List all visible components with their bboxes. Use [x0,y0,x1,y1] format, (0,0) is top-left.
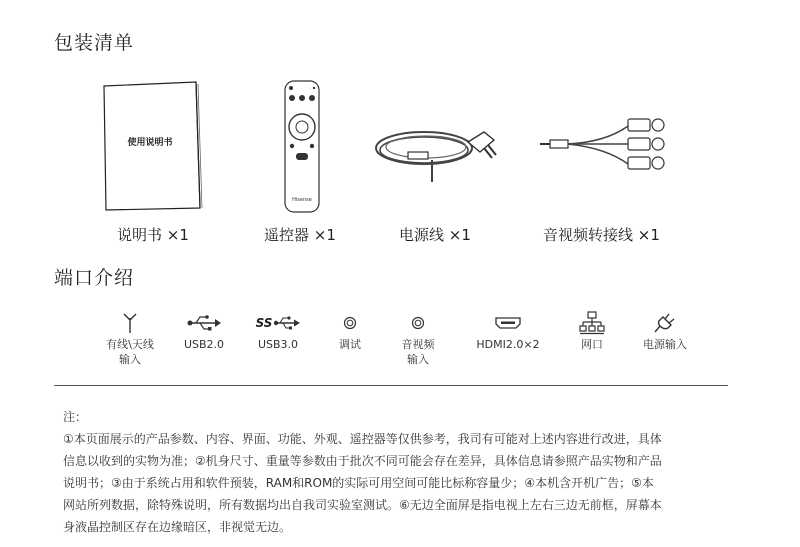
remote-label: 遥控器 ×1 [264,226,336,244]
port-antenna-label-line2: 输入 [119,353,141,366]
port-av-input [373,310,463,366]
av-cable-label: 音视频转接线 ×1 [543,226,660,244]
notes-line-2: 信息以收到的实物为准；②机身尺寸、重量等参数由于批次不同可能会存在差异，具体信息请参照产品实物和产品 [63,454,662,468]
notes-line-4: 网站所列数据，除特殊说明，所有数据均出自我司实验室测试。⑥无边全面屏是指电视上左右三边无前框，屏幕本 [63,498,662,512]
manual-label: 说明书 ×1 [117,226,189,244]
section-divider [54,385,728,386]
remote-image [282,80,322,214]
remote-illustration [282,80,322,214]
port-power [620,310,710,351]
notes-heading: 注： [63,410,88,424]
manual-image [100,80,204,214]
port-usb2-label: USB2.0 [183,338,225,351]
notes-block [63,406,723,538]
usb-ss-text: SS [255,316,273,330]
port-hdmi [463,310,553,351]
port-usb3-label: USB3.0 [257,338,299,351]
ports-title: 端口介绍 [54,267,135,289]
port-av-input-label-line2: 输入 [407,353,429,366]
port-network-label: 网口 [581,338,603,351]
port-hdmi-label: HDMI2.0×2 [476,338,540,351]
hdmi-icon [463,310,553,336]
notes-line-1: ①本页面展示的产品参数、内容、界面、功能、外观、遥控器等仅供参考，我司有可能对上述内容进行改进，具体 [63,432,662,446]
power-cable-label: 电源线 ×1 [399,226,471,244]
av-input-icon [373,310,463,336]
manual-cover-text: 使用说明书 [127,138,173,148]
power-cable-image [372,118,506,190]
notes-line-3: 说明书；③由于系统占用和软件预装，RAM和ROM的实际可用空间可能比标称容量少；④本机含开机广告；⑤本 [63,476,654,490]
power-cable-illustration [372,118,506,190]
port-power-label: 电源输入 [643,338,687,351]
port-av-input-label: 音视频 [401,338,435,351]
remote-brand-text: Hisense [292,197,312,203]
port-debug-label: 调试 [339,338,361,351]
notes-line-5: 身液晶控制区存在边缘暗区，非视觉无边。 [63,520,292,534]
packing-list-title: 包装清单 [54,32,135,54]
power-plug-icon [620,310,710,336]
av-cable-illustration [536,112,672,192]
port-antenna-label: 有线\天线 [106,338,154,351]
av-cable-image [536,112,672,192]
